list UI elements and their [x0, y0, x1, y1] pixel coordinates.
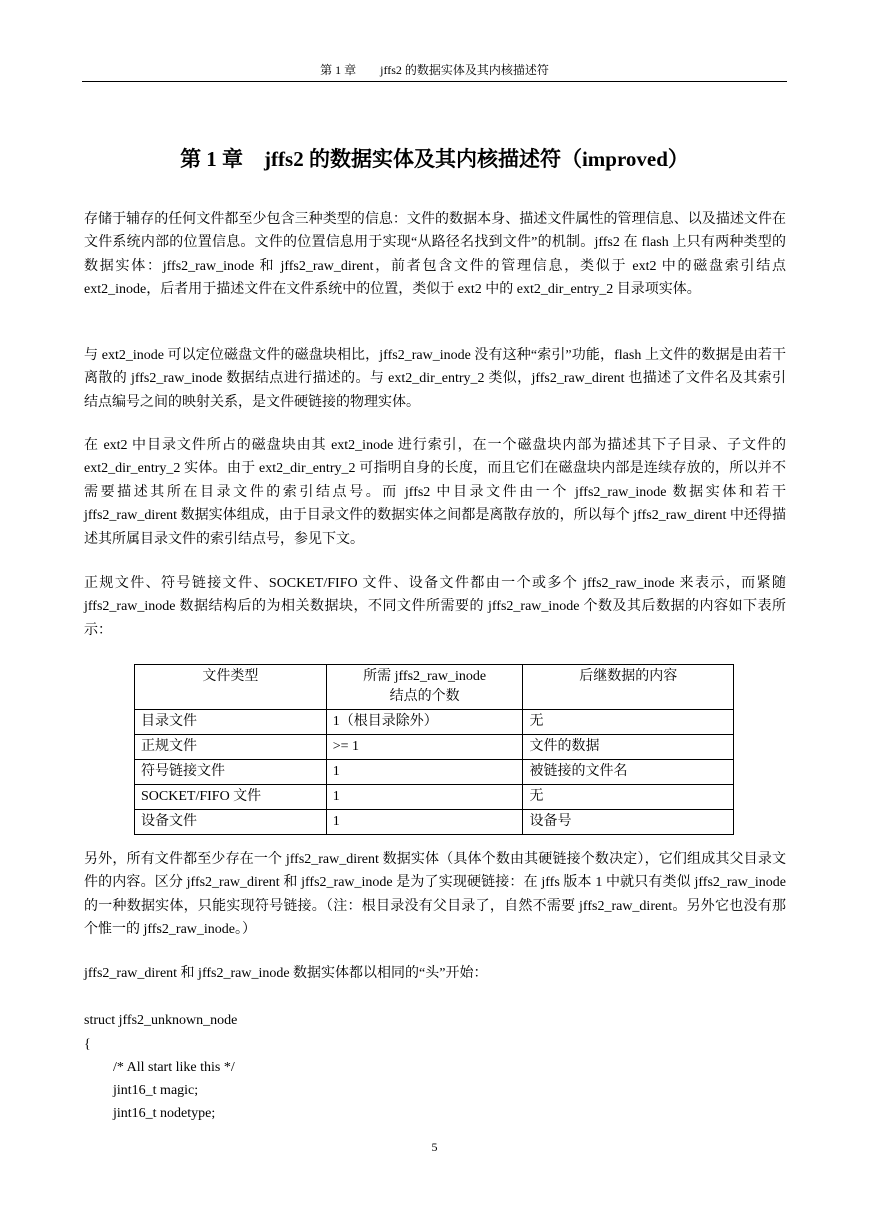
table-row	[135, 810, 734, 835]
paragraph-3: 在 ext2 中目录文件所占的磁盘块由其 ext2_inode 进行索引，在一个磁盘块内部为描述其下子目录、子文件的 ext2_dir_entry_2 实体。由于 ext2_dir_entry_2 可指明自身的长度，而且它们在磁盘块内部是连续存放的，所以并不需要描述其所在目录文件的索引结点号。而 jffs2 中目录文件由一个 jffs2_raw_inode 数据实体和若干 jffs2_raw_dirent 数据实体组成，由于目录文件的数据实体之间都是离散存放的，所以每个 jffs2_raw_dirent 中还得描述其所属目录文件的索引结点号，参见下文。	[84, 438, 786, 547]
header-rule	[82, 81, 787, 82]
paragraph-5: 另外，所有文件都至少存在一个 jffs2_raw_dirent 数据实体（具体个数由其硬链接个数决定），它们组成其父目录文件的内容。区分 jffs2_raw_dirent 和 jffs2_raw_inode 是为了实现硬链接：在 jffs 版本 1 中就只有类似 jffs2_raw_inode 的一种数据实体，只能实现符号链接。（注：根目录没有父目录了，自然不需要 jffs2_raw_dirent。另外它也没有那个惟一的 jffs2_raw_inode。）	[84, 852, 786, 938]
table-cell: >= 1	[326, 735, 523, 760]
table-row	[135, 735, 734, 760]
table-cell: 符号链接文件	[135, 760, 327, 785]
table-header-row	[135, 665, 734, 710]
code-line: jint16_t nodetype;	[113, 1106, 216, 1121]
code-line: struct jffs2_unknown_node	[84, 1013, 238, 1028]
table-row	[135, 760, 734, 785]
table-cell: 被链接的文件名	[523, 760, 734, 785]
paragraph-4: 正规文件、符号链接文件、SOCKET/FIFO 文件、设备文件都由一个或多个 jffs2_raw_inode 来表示，而紧随 jffs2_raw_inode 数据结构后的为相关数据块，不同文件所需要的 jffs2_raw_inode 个数及其后数据的内容如下表所示：	[84, 576, 786, 638]
running-header: 第 1 章 jffs2 的数据实体及其内核描述符	[320, 63, 549, 77]
code-line: /* All start like this */	[113, 1060, 235, 1075]
table-cell: 1（根目录除外）	[326, 710, 523, 735]
table-cell: 设备文件	[135, 810, 327, 835]
page-number: 5	[431, 1140, 438, 1154]
table-cell: SOCKET/FIFO 文件	[135, 785, 327, 810]
code-line: {	[84, 1037, 91, 1052]
table-cell: 无	[523, 710, 734, 735]
file-type-table	[134, 664, 734, 835]
table-cell: 1	[326, 785, 523, 810]
table-row	[135, 710, 734, 735]
table-header-cell: 文件类型	[135, 665, 327, 710]
table-header-cell: 所需 jffs2_raw_inode 结点的个数	[326, 665, 523, 710]
paragraph-2: 与 ext2_inode 可以定位磁盘文件的磁盘块相比，jffs2_raw_inode 没有这种“索引”功能，flash 上文件的数据是由若干离散的 jffs2_raw_inode 数据结点进行描述的。与 ext2_dir_entry_2 类似，jffs2_raw_dirent 也描述了文件名及其索引结点编号之间的映射关系，是文件硬链接的物理实体。	[84, 348, 786, 410]
table-cell: 文件的数据	[523, 735, 734, 760]
table-cell: 无	[523, 785, 734, 810]
table-cell: 设备号	[523, 810, 734, 835]
table-cell: 1	[326, 810, 523, 835]
table-row	[135, 785, 734, 810]
table-header-cell: 后继数据的内容	[523, 665, 734, 710]
paragraph-1: 存储于辅存的任何文件都至少包含三种类型的信息：文件的数据本身、描述文件属性的管理信息、以及描述文件在文件系统内部的位置信息。文件的位置信息用于实现“从路径名找到文件”的机制。jffs2 在 flash 上只有两种类型的数据实体：jffs2_raw_inode 和 jffs2_raw_dirent，前者包含文件的管理信息，类似于 ext2 中的磁盘索引结点 ext2_inode，后者用于描述文件在文件系统中的位置，类似于 ext2 中的 ext2_dir_entry_2 目录项实体。	[84, 212, 786, 298]
chapter-title: 第 1 章 jffs2 的数据实体及其内核描述符（improved）	[180, 147, 689, 171]
table-cell: 正规文件	[135, 735, 327, 760]
table-cell: 1	[326, 760, 523, 785]
paragraph-6: jffs2_raw_dirent 和 jffs2_raw_inode 数据实体都以相同的“头”开始：	[84, 966, 488, 981]
code-line: jint16_t magic;	[113, 1083, 199, 1098]
table-cell: 目录文件	[135, 710, 327, 735]
